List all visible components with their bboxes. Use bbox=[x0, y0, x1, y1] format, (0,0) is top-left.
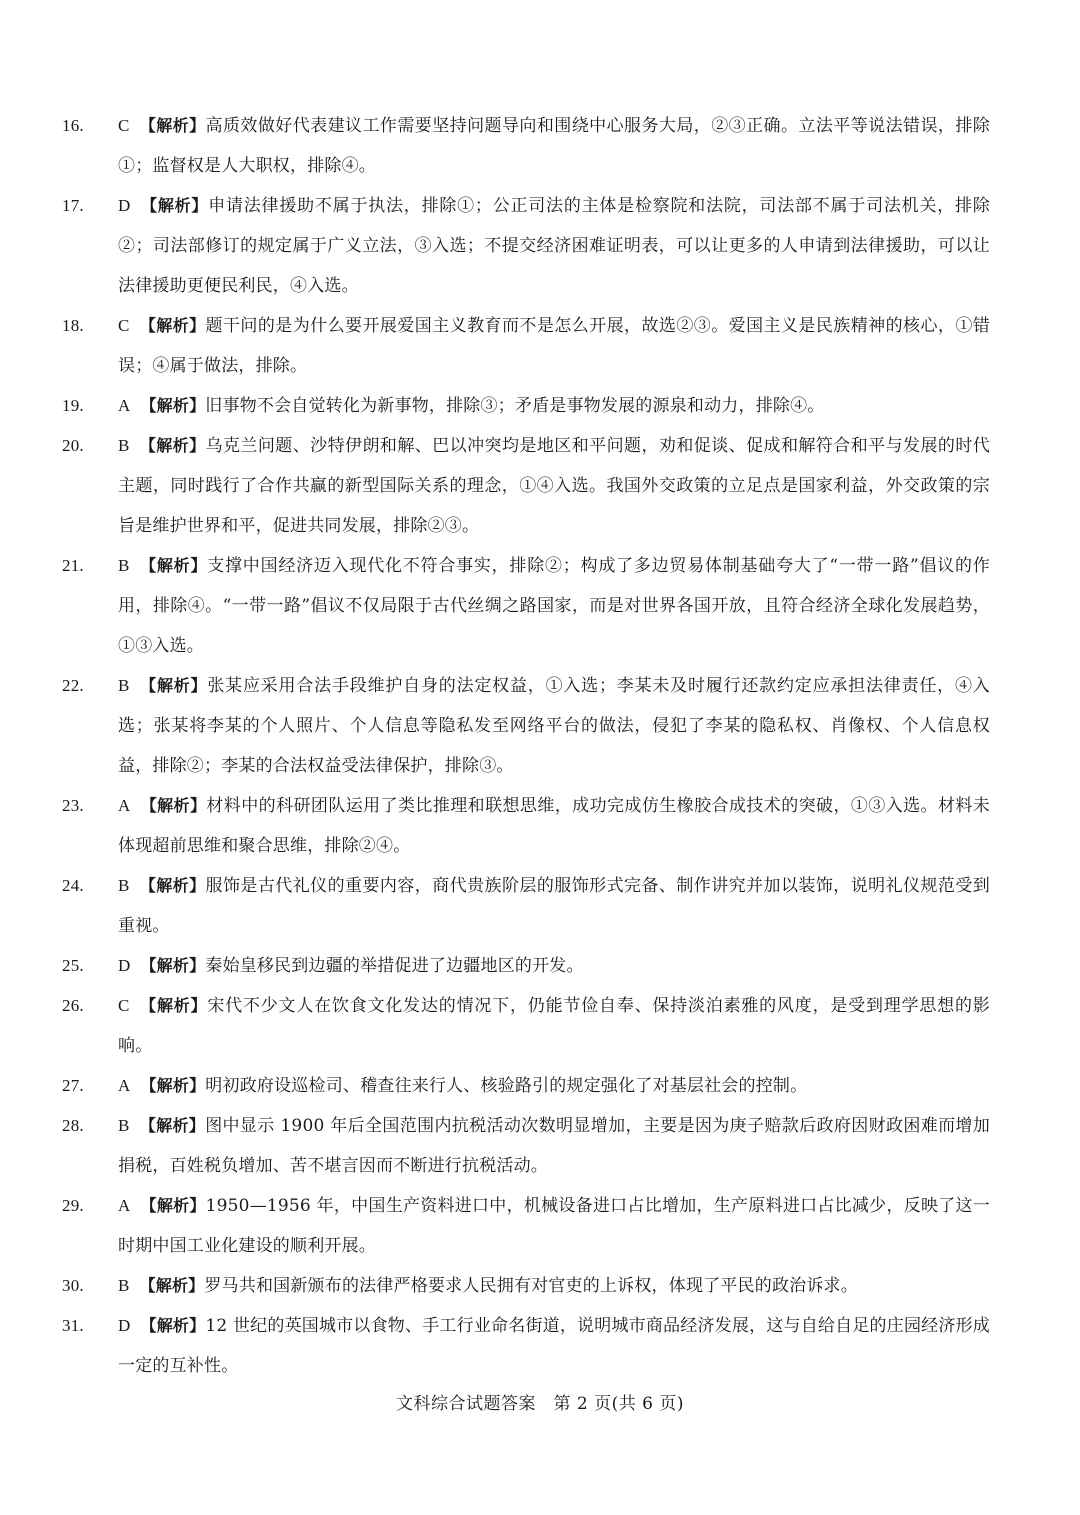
analysis-tag: 【解析】 bbox=[140, 196, 209, 215]
analysis-tag: 【解析】 bbox=[139, 676, 208, 695]
answer-option: A bbox=[118, 1076, 131, 1095]
analysis-tag: 【解析】 bbox=[140, 396, 206, 415]
analysis-text: 高质效做好代表建议工作需要坚持问题导向和围绕中心服务大局，②③正确。立法平等说法错误，排除①；监督权是人大职权，排除④。 bbox=[118, 116, 990, 176]
question-number: 16. bbox=[62, 116, 84, 135]
analysis-text: 申请法律援助不属于执法，排除①；公正司法的主体是检察院和法院，司法部不属于司法机关，排除②；司法部修订的规定属于广义立法，③入选；不提交经济困难证明表，可以让更多的人申请到法律援助，可以让法律援助更便民利民，④入选。 bbox=[118, 196, 990, 296]
answer-item-23 bbox=[62, 786, 990, 866]
answer-option: D bbox=[118, 196, 131, 215]
question-number: 20. bbox=[62, 436, 84, 455]
answer-option: C bbox=[118, 316, 130, 335]
analysis-tag: 【解析】 bbox=[140, 1076, 206, 1095]
analysis-tag: 【解析】 bbox=[140, 1316, 206, 1335]
answer-item-19 bbox=[62, 386, 990, 426]
question-number: 21. bbox=[62, 556, 84, 575]
page-footer: 文科综合试题答案 第 2 页(共 6 页) bbox=[395, 1394, 684, 1414]
answer-option: C bbox=[118, 116, 130, 135]
analysis-tag: 【解析】 bbox=[139, 436, 206, 455]
question-number: 18. bbox=[62, 316, 84, 335]
question-number: 25. bbox=[62, 956, 84, 975]
answer-option: A bbox=[118, 1196, 131, 1215]
analysis-tag: 【解析】 bbox=[140, 796, 207, 815]
analysis-text: 明初政府设巡检司、稽查往来行人、核验路引的规定强化了对基层社会的控制。 bbox=[205, 1076, 808, 1096]
question-number: 22. bbox=[62, 676, 84, 695]
answer-item-30 bbox=[62, 1266, 990, 1306]
answer-item-25 bbox=[62, 946, 990, 986]
analysis-text: 张某应采用合法手段维护自身的法定权益，①入选；李某未及时履行还款约定应承担法律责任，④入选；张某将李某的个人照片、个人信息等隐私发至网络平台的做法，侵犯了李某的隐私权、肖像权、个人信息权益，排除②；李某的合法权益受法律保护，排除③。 bbox=[118, 676, 990, 776]
answer-option: B bbox=[118, 1116, 130, 1135]
analysis-text: 材料中的科研团队运用了类比推理和联想思维，成功完成仿生橡胶合成技术的突破，①③入选。材料未体现超前思维和聚合思维，排除②④。 bbox=[118, 796, 990, 856]
analysis-tag: 【解析】 bbox=[139, 1116, 206, 1135]
analysis-text: 支撑中国经济迈入现代化不符合事实，排除②；构成了多边贸易体制基础夸大了“一带一路”倡议的作用，排除④。“一带一路”倡议不仅局限于古代丝绸之路国家，而是对世界各国开放，且符合经济全球化发展趋势，①③入选。 bbox=[118, 556, 990, 656]
analysis-text: 1950—1956 年，中国生产资料进口中，机械设备进口占比增加，生产原料进口占比减少，反映了这一时期中国工业化建设的顺利开展。 bbox=[118, 1196, 990, 1256]
question-number: 29. bbox=[62, 1196, 84, 1215]
answer-item-16 bbox=[62, 106, 990, 186]
question-number: 17. bbox=[62, 196, 84, 215]
analysis-tag: 【解析】 bbox=[139, 996, 208, 1015]
answer-item-22 bbox=[62, 666, 990, 786]
answer-item-24 bbox=[62, 866, 990, 946]
question-number: 26. bbox=[62, 996, 84, 1015]
answer-item-27 bbox=[62, 1066, 990, 1106]
answer-item-21 bbox=[62, 546, 990, 666]
answer-item-29 bbox=[62, 1186, 990, 1266]
answer-option: A bbox=[118, 796, 131, 815]
answer-item-17 bbox=[62, 186, 990, 306]
analysis-tag: 【解析】 bbox=[140, 1196, 206, 1215]
analysis-text: 12 世纪的英国城市以食物、手工行业命名街道，说明城市商品经济发展，这与自给自足的庄园经济形成一定的互补性。 bbox=[118, 1316, 990, 1376]
analysis-text: 图中显示 1900 年后全国范围内抗税活动次数明显增加，主要是因为庚子赔款后政府因财政困难而增加捐税，百姓税负增加、苦不堪言因而不断进行抗税活动。 bbox=[118, 1116, 990, 1176]
answer-item-18 bbox=[62, 306, 990, 386]
answer-item-28 bbox=[62, 1106, 990, 1186]
answer-option: B bbox=[118, 436, 130, 455]
analysis-text: 罗马共和国新颁布的法律严格要求人民拥有对官吏的上诉权，体现了平民的政治诉求。 bbox=[204, 1276, 858, 1296]
question-number: 31. bbox=[62, 1316, 84, 1335]
analysis-tag: 【解析】 bbox=[139, 316, 206, 335]
answer-option: B bbox=[118, 876, 130, 895]
answer-option: B bbox=[118, 676, 130, 695]
question-number: 28. bbox=[62, 1116, 84, 1135]
answer-item-20 bbox=[62, 426, 990, 546]
analysis-tag: 【解析】 bbox=[139, 116, 206, 135]
question-number: 19. bbox=[62, 396, 84, 415]
question-number: 23. bbox=[62, 796, 84, 815]
answer-list bbox=[62, 106, 990, 1386]
answer-option: B bbox=[118, 1276, 130, 1295]
analysis-text: 服饰是古代礼仪的重要内容，商代贵族阶层的服饰形式完备、制作讲究并加以装饰，说明礼仪规范受到重视。 bbox=[118, 876, 990, 936]
analysis-text: 旧事物不会自觉转化为新事物，排除③；矛盾是事物发展的源泉和动力，排除④。 bbox=[205, 396, 825, 416]
analysis-text: 宋代不少文人在饮食文化发达的情况下，仍能节俭自奉、保持淡泊素雅的风度，是受到理学思想的影响。 bbox=[118, 996, 990, 1056]
answer-item-26 bbox=[62, 986, 990, 1066]
question-number: 24. bbox=[62, 876, 84, 895]
question-number: 30. bbox=[62, 1276, 84, 1295]
answer-option: A bbox=[118, 396, 131, 415]
analysis-text: 乌克兰问题、沙特伊朗和解、巴以冲突均是地区和平问题，劝和促谈、促成和解符合和平与发展的时代主题，同时践行了合作共赢的新型国际关系的理念，①④入选。我国外交政策的立足点是国家利益，外交政策的宗旨是维护世界和平，促进共同发展，排除②③。 bbox=[118, 436, 990, 536]
analysis-text: 秦始皇移民到边疆的举措促进了边疆地区的开发。 bbox=[205, 956, 584, 976]
analysis-text: 题干问的是为什么要开展爱国主义教育而不是怎么开展，故选②③。爱国主义是民族精神的核心，①错误；④属于做法，排除。 bbox=[118, 316, 990, 376]
question-number: 27. bbox=[62, 1076, 84, 1095]
answer-option: D bbox=[118, 1316, 131, 1335]
answer-item-31 bbox=[62, 1306, 990, 1386]
answer-option: D bbox=[118, 956, 131, 975]
analysis-tag: 【解析】 bbox=[139, 876, 206, 895]
answer-option: C bbox=[118, 996, 130, 1015]
analysis-tag: 【解析】 bbox=[140, 956, 206, 975]
analysis-tag: 【解析】 bbox=[139, 1276, 205, 1295]
analysis-tag: 【解析】 bbox=[139, 556, 208, 575]
answer-option: B bbox=[118, 556, 130, 575]
